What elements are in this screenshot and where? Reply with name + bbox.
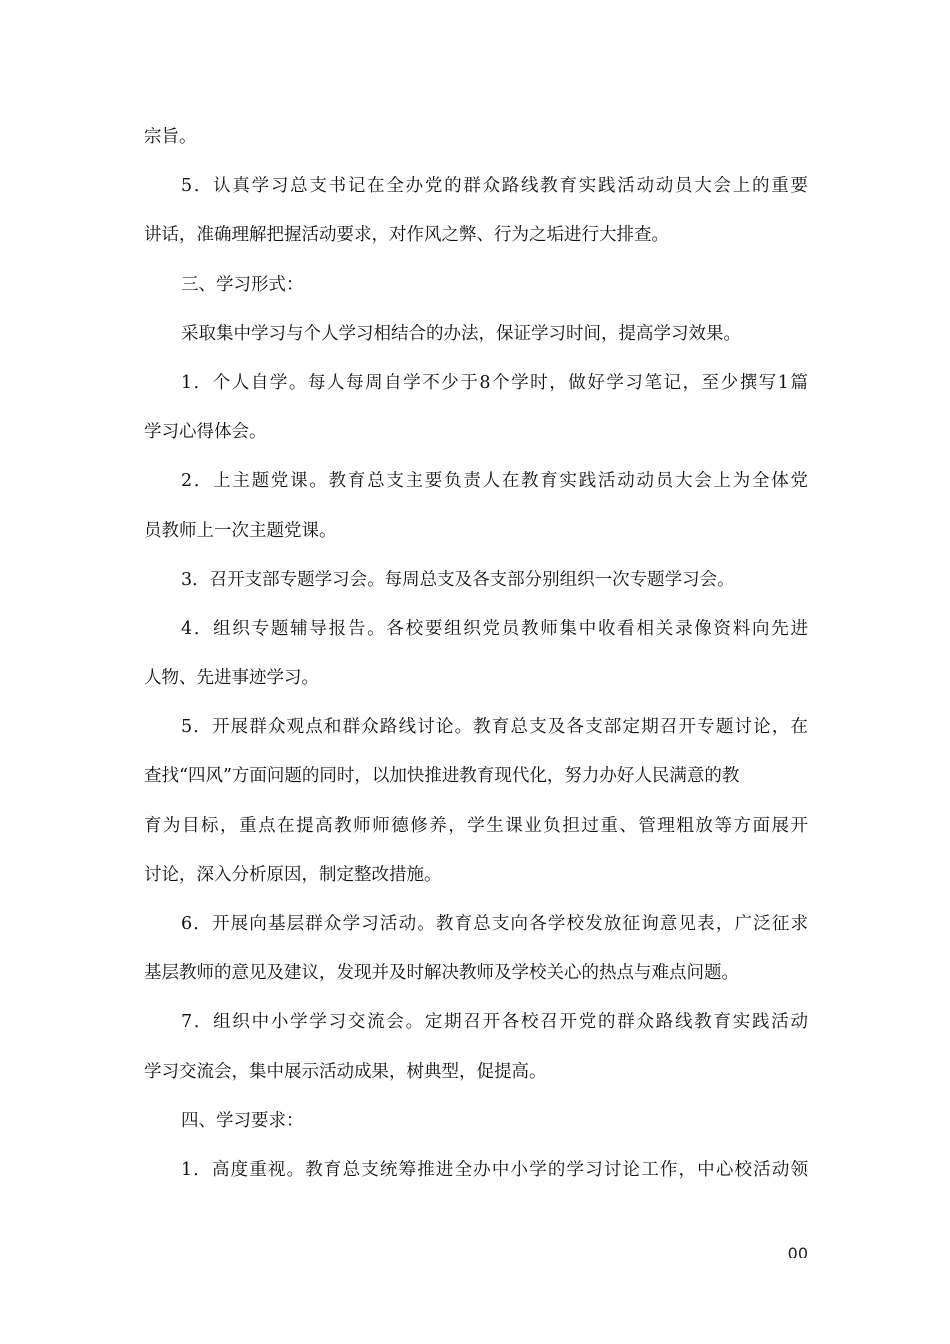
text-line: 宗旨。 — [144, 127, 197, 147]
document-body — [144, 118, 808, 1200]
text-line: 采取集中学习与个人学习相结合的办法，保证学习时间，提高学习效果。 — [181, 323, 741, 344]
text-line: 学习交流会，集中展示活动成果，树典型，促提高。 — [144, 1061, 547, 1082]
text-line: 6．开展向基层群众学习活动。教育总支向各学校发放征询意见表，广泛征求 — [181, 914, 810, 934]
page-number: 00 — [787, 1244, 808, 1258]
text-line: 4．组织专题辅导报告。各校要组织党员教师集中收看相关录像资料向先进 — [181, 618, 810, 639]
text-line: 2．上主题党课。教育总支主要负责人在教育实践活动动员大会上为全体党 — [181, 471, 810, 492]
text-line: 人物、先进事迹学习。 — [144, 668, 319, 689]
text-line: 1．高度重视。教育总支统筹推进全办中小学的学习讨论工作，中心校活动领 — [181, 1159, 810, 1180]
text-line: 7．组织中小学学习交流会。定期召开各校召开党的群众路线教育实践活动 — [181, 1012, 810, 1033]
text-line: 1．个人自学。每人每周自学不少于8个学时，做好学习笔记，至少撰写1篇 — [181, 372, 810, 393]
section-heading: 四、学习要求： — [181, 1110, 304, 1131]
text-line: 讨论，深入分析原因，制定整改措施。 — [144, 864, 442, 885]
text-line: 基层教师的意见及建议，发现并及时解决教师及学校关心的热点与难点问题。 — [144, 963, 739, 984]
text-line: 育为目标，重点在提高教师师德修养，学生课业负担过重、管理粗放等方面展开 — [144, 815, 810, 836]
section-heading: 三、学习形式： — [181, 274, 304, 295]
text-line: 讲话，准确理解把握活动要求，对作风之弊、行为之垢进行大排查。 — [144, 225, 669, 246]
text-line: 5．开展群众观点和群众路线讨论。教育总支及各支部定期召开专题讨论，在 — [181, 717, 810, 738]
text-line: 员教师上一次主题党课。 — [144, 520, 337, 541]
text-line: 学习心得体会。 — [144, 422, 267, 443]
text-line: 查找“四风”方面问题的同时，以加快推进教育现代化，努力办好人民满意的教 — [144, 766, 740, 787]
text-line: 3．召开支部专题学习会。每周总支及各支部分别组织一次专题学习会。 — [181, 569, 735, 590]
text-line: 5．认真学习总支书记在全办党的群众路线教育实践活动动员大会上的重要 — [181, 176, 810, 197]
